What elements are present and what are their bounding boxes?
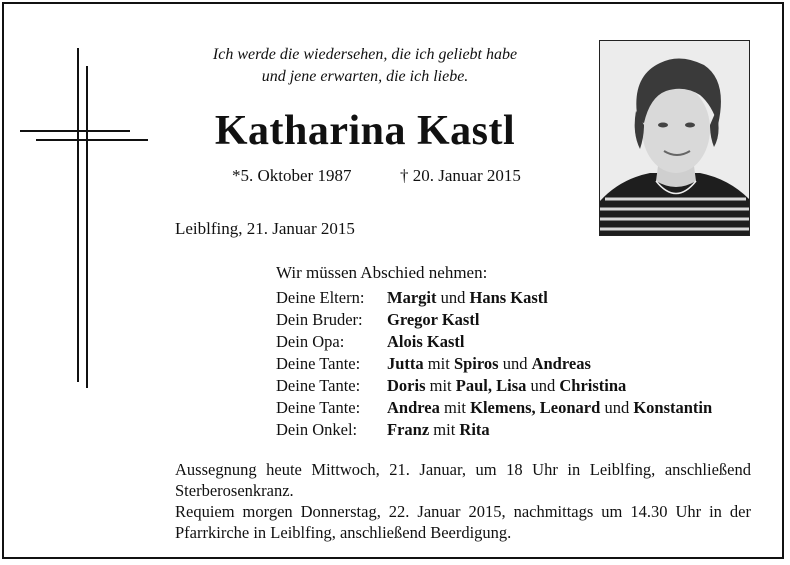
- relative-label: Deine Tante:: [276, 398, 361, 417]
- deceased-name: Katharina Kastl: [214, 108, 516, 154]
- portrait-photo: [599, 40, 750, 236]
- blessing-info: Aussegnung heute Mittwoch, 21. Januar, um 18 Uhr in Leiblfing, anschließend Sterberosenkranz.: [175, 460, 751, 500]
- requiem-info: Requiem morgen Donnerstag, 22. Januar 2015, nachmittags um 14.30 Uhr in der Pfarrkirche in Leiblfing, anschließend Beerdigung.: [175, 502, 751, 542]
- relative-row: [276, 419, 490, 441]
- relative-names: Jutta mit Spiros und Andreas: [387, 354, 591, 373]
- relative-row: [276, 287, 548, 309]
- relative-label: Deine Eltern:: [276, 288, 365, 307]
- relative-row: [276, 353, 591, 375]
- farewell-intro: Wir müssen Abschied nehmen:: [276, 263, 488, 282]
- relative-names: Margit und Hans Kastl: [387, 288, 548, 307]
- death-date: † 20. Januar 2015: [400, 166, 521, 185]
- relative-row: [276, 331, 464, 353]
- relative-row: [276, 309, 479, 331]
- service-details: [175, 459, 751, 543]
- relative-row: [276, 375, 626, 397]
- relative-row: [276, 397, 712, 419]
- birth-date: *5. Oktober 1987: [232, 166, 352, 185]
- relative-names: Gregor Kastl: [387, 310, 480, 329]
- relative-names: Alois Kastl: [387, 332, 465, 351]
- relative-label: Dein Bruder:: [276, 310, 363, 329]
- relative-names: Andrea mit Klemens, Leonard und Konstantin: [387, 398, 713, 417]
- relative-label: Dein Onkel:: [276, 420, 358, 439]
- place-and-date: Leiblfing, 21. Januar 2015: [175, 219, 355, 238]
- relative-names: Doris mit Paul, Lisa und Christina: [387, 376, 627, 395]
- relative-names: Franz mit Rita: [387, 420, 490, 439]
- quote-line-1: Ich werde die wiedersehen, die ich geliebt habe: [212, 46, 518, 63]
- memorial-quote: [160, 44, 570, 88]
- relative-label: Deine Tante:: [276, 354, 361, 373]
- relative-label: Deine Tante:: [276, 376, 361, 395]
- relative-label: Dein Opa:: [276, 332, 345, 351]
- quote-line-2: und jene erwarten, die ich liebe.: [261, 68, 469, 85]
